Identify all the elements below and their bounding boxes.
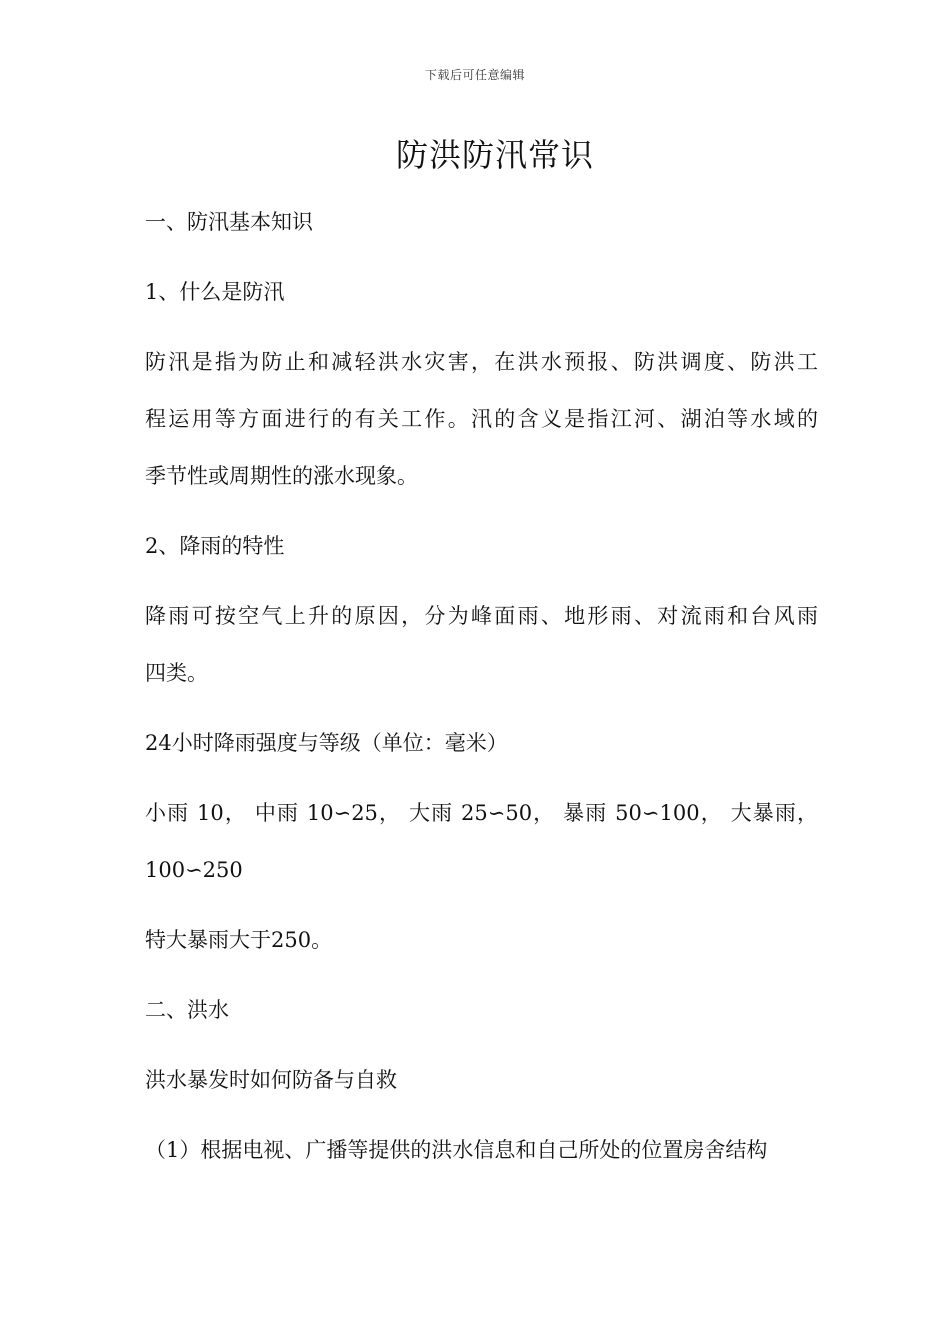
paragraph-line: （1）根据电视、广播等提供的洪水信息和自己所处的位置房舍结构 <box>145 1138 768 1162</box>
document-title: 防洪防汛常识 <box>395 136 594 174</box>
header-note: 下载后可任意编辑 <box>424 68 525 82</box>
section-heading-flood: 二、洪水 <box>145 998 229 1022</box>
paragraph-line: 程运用等方面进行的有关工作。汛的含义是指江河、湖泊等水域的 <box>145 407 818 431</box>
rainfall-levels-line: 小雨 10， 中雨 10∽25， 大雨 25∽50， 暴雨 50∽100， 大暴雨， <box>145 801 818 825</box>
subheading-what-is-flood-control: 1、什么是防汛 <box>145 280 285 304</box>
paragraph-line: 降雨可按空气上升的原因，分为峰面雨、地形雨、对流雨和台风雨 <box>145 604 818 628</box>
paragraph-line: 防汛是指为防止和减轻洪水灾害，在洪水预报、防洪调度、防洪工 <box>145 350 818 374</box>
subheading-rainfall-characteristics: 2、降雨的特性 <box>145 534 285 558</box>
section-heading-flood-basics: 一、防汛基本知识 <box>145 210 313 234</box>
rainfall-levels-line: 100∽250 <box>145 858 243 882</box>
rainfall-levels-line: 特大暴雨大于250。 <box>145 928 333 952</box>
rainfall-intensity-heading: 24小时降雨强度与等级（单位：毫米） <box>145 731 508 755</box>
paragraph-line: 季节性或周期性的涨水现象。 <box>145 464 418 488</box>
subheading-flood-self-rescue: 洪水暴发时如何防备与自救 <box>145 1068 397 1092</box>
paragraph-line: 四类。 <box>145 661 208 685</box>
